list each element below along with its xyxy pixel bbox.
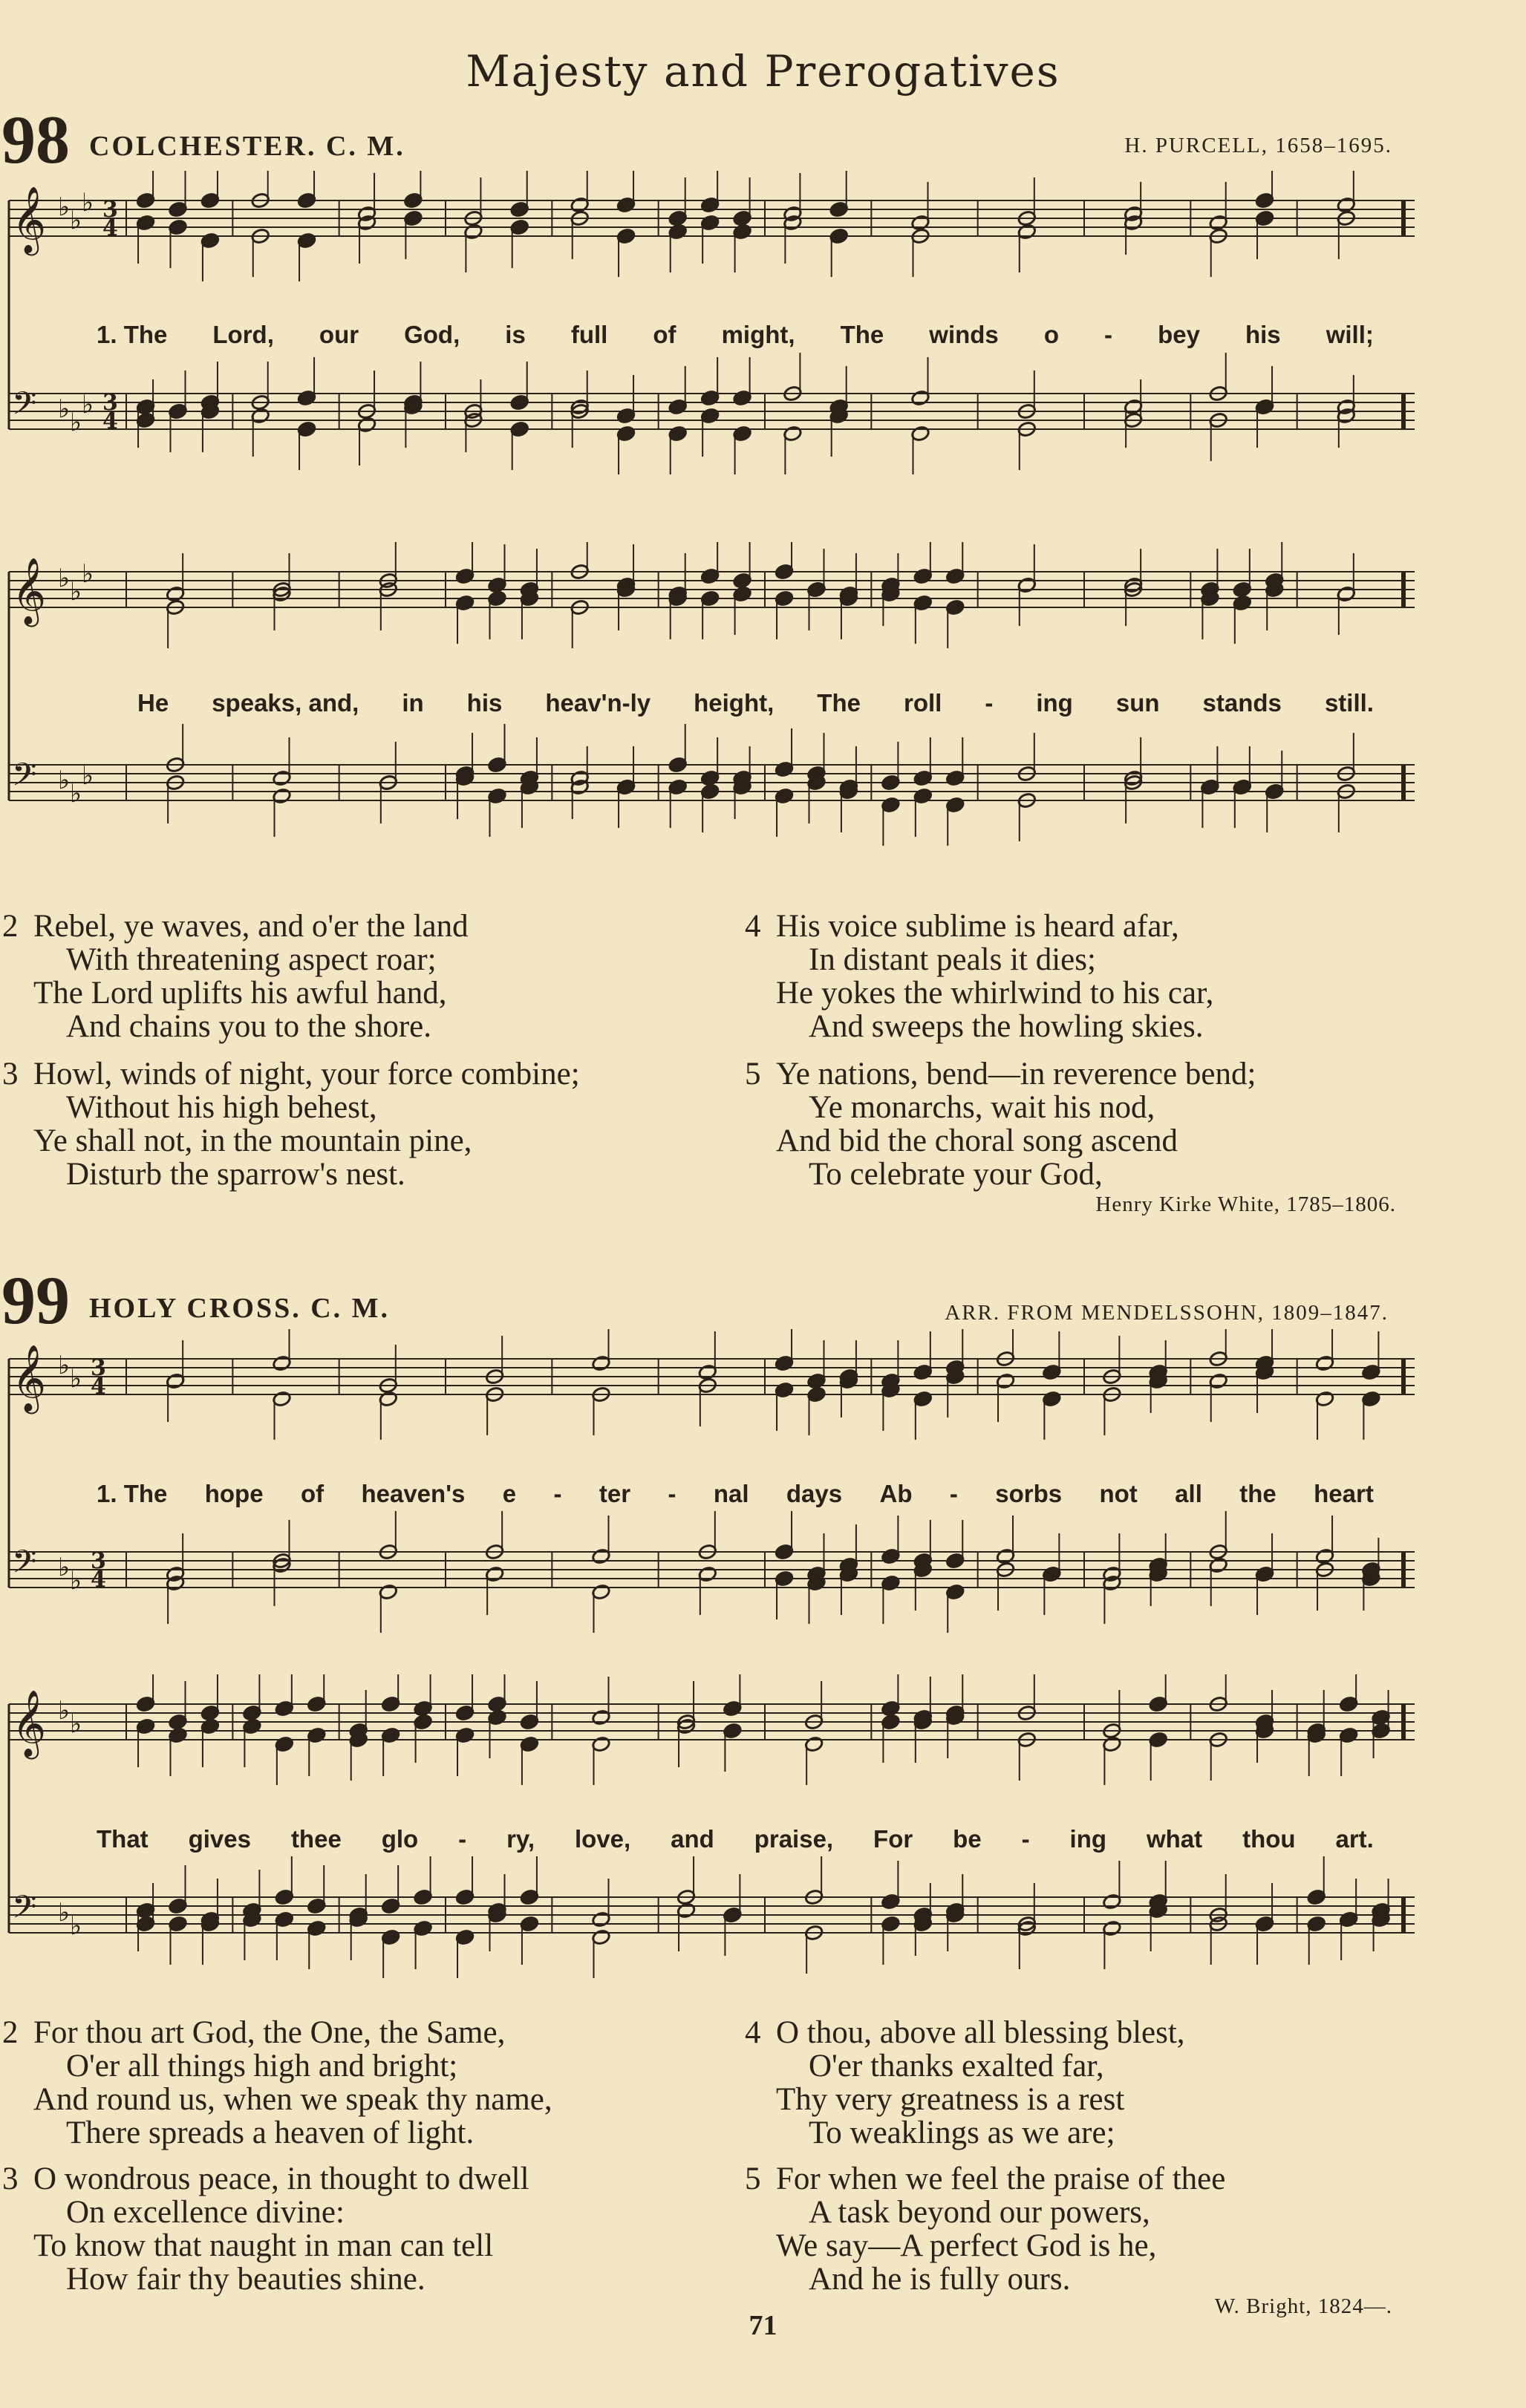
lyric-syllable: Lord, bbox=[212, 321, 274, 348]
stanza-line: To weaklings as we are; bbox=[809, 2115, 1115, 2150]
time-signature: 3 bbox=[102, 197, 118, 223]
tune-name-99: HOLY CROSS. C. M. bbox=[89, 1293, 391, 1324]
stanza bbox=[2, 2161, 529, 2297]
lyric-syllable: not bbox=[1099, 1480, 1138, 1507]
lyric-syllable: all bbox=[1175, 1480, 1202, 1507]
composer-98: H. PURCELL, 1658–1695. bbox=[1124, 134, 1392, 157]
stanza-line: For thou art God, the One, the Same, bbox=[33, 2015, 506, 2050]
flat-icon: ♭ bbox=[58, 1351, 71, 1380]
stanza-line: And chains you to the shore. bbox=[66, 1009, 432, 1044]
lyric-syllable: and bbox=[671, 1825, 714, 1853]
flat-icon: ♭ bbox=[70, 779, 82, 809]
flat-icon: ♭ bbox=[82, 559, 94, 589]
flat-icon: ♭ bbox=[82, 761, 94, 791]
lyric-syllable: days bbox=[786, 1480, 843, 1507]
stanza-number: 3 bbox=[2, 1057, 19, 1092]
lyric-syllable: height, bbox=[694, 689, 775, 717]
stanza bbox=[745, 909, 1214, 1044]
flat-icon: ♭ bbox=[58, 766, 71, 795]
lyric-syllable: nal bbox=[713, 1480, 749, 1507]
time-signature: 3 bbox=[102, 390, 118, 416]
stanza-line: A task beyond our powers, bbox=[809, 2195, 1150, 2230]
stanza-line: Ye shall not, in the mountain pine, bbox=[33, 1123, 472, 1158]
lyric-syllable: ing bbox=[1036, 689, 1073, 717]
treble-clef-icon: 𝄞 bbox=[12, 1345, 47, 1412]
stanza-line: Thy very greatness is a rest bbox=[776, 2082, 1125, 2117]
lyric-syllable: For bbox=[873, 1825, 913, 1853]
stanza-line: Howl, winds of night, your force combine; bbox=[33, 1057, 580, 1092]
composer-99: ARR. FROM MENDELSSOHN, 1809–1847. bbox=[945, 1301, 1389, 1325]
flat-icon: ♭ bbox=[70, 1911, 82, 1941]
lyric-syllable: speaks, and, bbox=[212, 689, 359, 717]
lyric-syllable: - bbox=[1021, 1825, 1030, 1853]
lyric-syllable: roll bbox=[903, 689, 942, 717]
lyric-syllable: sun bbox=[1115, 689, 1160, 717]
stanza-number: 2 bbox=[2, 909, 19, 944]
lyric-syllable: thou bbox=[1242, 1825, 1296, 1853]
lyric-syllable: ry, bbox=[506, 1825, 535, 1853]
lyric-syllable: full bbox=[570, 321, 608, 348]
stanza-line: We say—A perfect God is he, bbox=[776, 2228, 1157, 2263]
lyric-syllable: e bbox=[502, 1480, 517, 1507]
lyric-syllable: hope bbox=[204, 1480, 264, 1507]
lyric-syllable: his bbox=[1245, 321, 1281, 348]
flat-icon: ♭ bbox=[70, 1364, 82, 1394]
lyric-syllable: in bbox=[402, 689, 424, 717]
time-signature: 4 bbox=[102, 215, 118, 241]
flat-icon: ♭ bbox=[58, 192, 71, 222]
lyric-syllable: glo bbox=[381, 1825, 419, 1853]
time-signature: 4 bbox=[91, 1567, 106, 1593]
treble-clef-icon: 𝄞 bbox=[12, 558, 47, 624]
stanza-line: Disturb the sparrow's nest. bbox=[66, 1157, 405, 1192]
flat-icon: ♭ bbox=[70, 577, 82, 607]
lyric-syllable: thee bbox=[290, 1825, 342, 1853]
lyric-syllable: will; bbox=[1326, 321, 1374, 348]
lyric-syllable: sorbs bbox=[995, 1480, 1063, 1507]
lyric-syllable: love, bbox=[574, 1825, 631, 1853]
stanza-line: The Lord uplifts his awful hand, bbox=[33, 976, 447, 1011]
lyric-syllable: God, bbox=[404, 321, 460, 348]
lyric-syllable: ing bbox=[1069, 1825, 1107, 1853]
hymn-number-99: 99 bbox=[1, 1262, 70, 1338]
lyric-syllable: art. bbox=[1335, 1825, 1374, 1853]
stanza-line: Ye monarchs, wait his nod, bbox=[809, 1090, 1155, 1125]
lyric-syllable: 1. The bbox=[97, 1480, 168, 1507]
stanza-number: 2 bbox=[2, 2015, 19, 2050]
stanza-line: And he is fully ours. bbox=[809, 2262, 1071, 2297]
stanza-line: O thou, above all blessing blest, bbox=[776, 2015, 1185, 2050]
stanza-line: With threatening aspect roar; bbox=[66, 942, 437, 977]
lyric-syllable: the bbox=[1239, 1480, 1276, 1507]
lyric-syllable: - bbox=[553, 1480, 562, 1507]
lyric-syllable: The bbox=[817, 689, 861, 717]
lyric-syllable: - bbox=[668, 1480, 676, 1507]
author-98: Henry Kirke White, 1785–1806. bbox=[1095, 1192, 1396, 1216]
lyric-syllable: o bbox=[1043, 321, 1059, 348]
lyric-syllable: heart bbox=[1314, 1480, 1374, 1507]
page-number: 71 bbox=[749, 2310, 777, 2341]
flat-icon: ♭ bbox=[58, 1696, 71, 1726]
lyric-line-98-2 bbox=[137, 689, 1374, 717]
stanza-line: There spreads a heaven of light. bbox=[66, 2115, 475, 2150]
time-signature: 3 bbox=[91, 1355, 106, 1381]
bass-clef-icon: 𝄢 bbox=[12, 1544, 37, 1588]
flat-icon: ♭ bbox=[70, 1566, 82, 1596]
bass-clef-icon: 𝄢 bbox=[12, 1889, 37, 1934]
stanza bbox=[2, 2015, 552, 2150]
stanza-number: 4 bbox=[745, 909, 761, 944]
stanza bbox=[2, 909, 469, 1044]
stanza-line: Rebel, ye waves, and o'er the land bbox=[33, 909, 469, 944]
time-signature: 4 bbox=[102, 408, 118, 434]
stanza-line: In distant peals it dies; bbox=[809, 942, 1096, 977]
stanza-line: How fair thy beauties shine. bbox=[66, 2262, 425, 2297]
stanza-number: 5 bbox=[745, 1057, 761, 1092]
time-signature: 3 bbox=[91, 1548, 106, 1574]
lyric-syllable: of bbox=[653, 321, 676, 348]
flat-icon: ♭ bbox=[58, 564, 71, 593]
stanza-line: And round us, when we speak thy name, bbox=[33, 2082, 552, 2117]
lyric-syllable: gives bbox=[188, 1825, 251, 1853]
lyric-syllable: - bbox=[949, 1480, 958, 1507]
flat-icon: ♭ bbox=[58, 394, 71, 424]
lyric-syllable: heav'n-ly bbox=[545, 689, 651, 717]
lyric-line-99-1 bbox=[97, 1480, 1374, 1508]
lyric-syllable: bey bbox=[1158, 321, 1200, 348]
lyric-syllable: is bbox=[505, 321, 526, 348]
lyric-syllable: That bbox=[97, 1825, 149, 1853]
lyric-syllable: winds bbox=[929, 321, 999, 348]
stanza-line: And bid the choral song ascend bbox=[776, 1123, 1178, 1158]
stanza-line: O wondrous peace, in thought to dwell bbox=[33, 2161, 529, 2196]
stanza bbox=[2, 1057, 580, 1192]
stanza bbox=[745, 2161, 1226, 2297]
flat-icon: ♭ bbox=[58, 1553, 71, 1582]
stanza-line: For when we feel the praise of thee bbox=[776, 2161, 1226, 2196]
lyric-syllable: his bbox=[466, 689, 503, 717]
lyric-syllable: be bbox=[953, 1825, 982, 1853]
lyric-syllable: 1. The bbox=[97, 321, 168, 348]
time-signature: 4 bbox=[91, 1374, 106, 1400]
flat-icon: ♭ bbox=[58, 1898, 71, 1928]
stanza-line: To know that naught in man can tell bbox=[33, 2228, 494, 2263]
author-99: W. Bright, 1824—. bbox=[1214, 2294, 1392, 2318]
stanza-line: Without his high behest, bbox=[66, 1090, 377, 1125]
flat-icon: ♭ bbox=[70, 206, 82, 235]
stanza-line: To celebrate your God, bbox=[809, 1157, 1103, 1192]
stanza-line: On excellence divine: bbox=[66, 2195, 345, 2230]
lyric-line-98-1 bbox=[97, 321, 1374, 349]
stanza bbox=[745, 1057, 1256, 1192]
hymn-number-98: 98 bbox=[1, 102, 70, 177]
flat-icon: ♭ bbox=[70, 1709, 82, 1739]
lyric-syllable: of bbox=[300, 1480, 325, 1507]
lyric-syllable: The bbox=[840, 321, 884, 348]
bass-clef-icon: 𝄢 bbox=[12, 385, 37, 430]
lyric-syllable: might, bbox=[721, 321, 795, 348]
lyric-syllable: praise, bbox=[754, 1825, 834, 1853]
flat-icon: ♭ bbox=[82, 390, 94, 420]
page-header: Majesty and Prerogatives bbox=[466, 46, 1060, 97]
bass-clef-icon: 𝄢 bbox=[12, 757, 37, 801]
stanza-number: 5 bbox=[745, 2161, 761, 2196]
lyric-syllable: He bbox=[137, 689, 169, 717]
lyric-syllable: what bbox=[1146, 1825, 1203, 1853]
lyric-syllable: ter bbox=[599, 1480, 631, 1507]
stanza bbox=[745, 2015, 1185, 2150]
flat-icon: ♭ bbox=[70, 408, 82, 437]
treble-clef-icon: 𝄞 bbox=[12, 1690, 47, 1757]
lyric-syllable: - bbox=[458, 1825, 467, 1853]
stanza-number: 4 bbox=[745, 2015, 761, 2050]
stanza-line: O'er all things high and bright; bbox=[66, 2049, 458, 2084]
lyric-syllable: - bbox=[985, 689, 994, 717]
lyric-syllable: - bbox=[1104, 321, 1113, 348]
stanza-line: He yokes the whirlwind to his car, bbox=[776, 976, 1214, 1011]
lyric-syllable: Ab bbox=[879, 1480, 913, 1507]
treble-clef-icon: 𝄞 bbox=[12, 186, 47, 253]
stanza-line: And sweeps the howling skies. bbox=[809, 1009, 1204, 1044]
flat-icon: ♭ bbox=[82, 188, 94, 218]
stanza-line: Ye nations, bend—in reverence bend; bbox=[776, 1057, 1256, 1092]
tune-name-98: COLCHESTER. C. M. bbox=[89, 131, 405, 162]
lyric-syllable: still. bbox=[1324, 689, 1374, 717]
stanza-line: O'er thanks exalted far, bbox=[809, 2049, 1104, 2084]
lyric-syllable: stands bbox=[1202, 689, 1282, 717]
lyric-syllable: our bbox=[319, 321, 359, 348]
lyric-line-99-2 bbox=[97, 1825, 1374, 1853]
lyric-syllable: heaven's bbox=[361, 1480, 466, 1507]
stanza-number: 3 bbox=[2, 2161, 19, 2196]
stanza-line: His voice sublime is heard afar, bbox=[776, 909, 1179, 944]
